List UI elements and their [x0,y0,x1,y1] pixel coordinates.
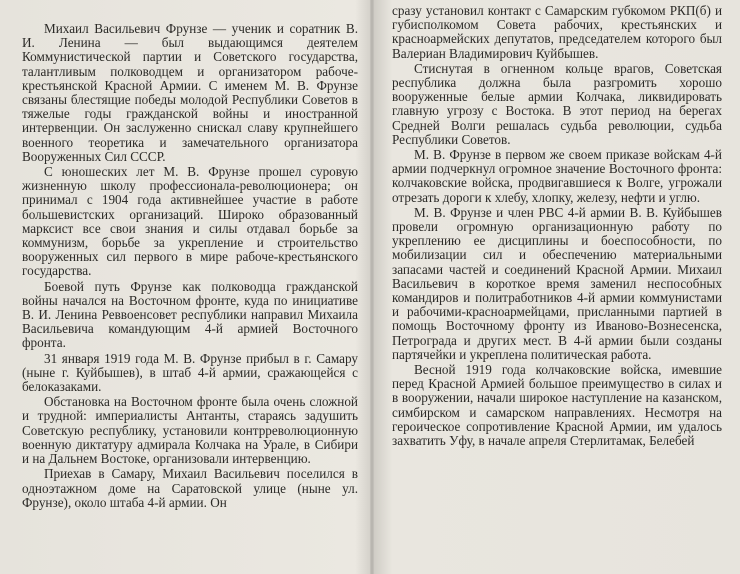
paragraph: Боевой путь Фрунзе как полководца гражданской войны начался на Восточном фронте, куда по инициативе В. И. Ленина Реввоенсовет республики направил Михаила Васильевича командующим 4-й армией Восточного фронта. [22,278,358,351]
right-page [372,0,740,574]
paragraph: М. В. Фрунзе в первом же своем приказе войскам 4-й армии подчеркнул огромное значение Восточного фронта: колчаковские войска, продвигавшиеся к Волге, угрожали отрезать дороги к хлебу, хлопку, железу, нефти и углю. [392,147,722,205]
paragraph: Михаил Васильевич Фрунзе — ученик и соратник В. И. Ленина — был выдающимся деятелем Коммунистической партии и Советского государства, талантливым полководцем и организатором рабоче-крестьянской Красной Армии. С именем М. В. Фрунзе связаны блестящие победы молодой Республики Советов в тяжелые годы гражданской войны и иностранной интервенции. Он заслуженно снискал славу крупнейшего военного теоретика и замечательного организатора Вооруженных Сил СССР. [22,21,358,164]
paragraph: Приехав в Самару, Михаил Васильевич поселился в одноэтажном доме на Саратовской улице (ныне ул. Фрунзе), около штаба 4-й армии. Он [22,466,358,510]
left-page-text [22,22,358,510]
paragraph: М. В. Фрунзе и член РВС 4-й армии В. В. Куйбышев провели огромную организационную работу по укреплению ее дисциплины и боеспособности, по мобилизации сил и обеспечению материальными запасами частей и соединений Красной Армии. Михаил Васильевич в короткое время заменил неспособных командиров и политработников 4-й армии коммунистами и рабочими-красноармейцами, присланными партией в помощь Восточному фронту из Иваново-Вознесенска, Петрограда и других мест. В 4-й армии были созданы партячейки и укреплена политическая работа. [392,204,722,362]
paragraph-continuation: сразу установил контакт с Самарским губкомом РКП(б) и губисполкомом Совета рабочих, крестьянских и красноармейских депутатов, председателем которого был Валериан Владимирович Куйбышев. [392,3,722,61]
paragraph: Обстановка на Восточном фронте была очень сложной и трудной: империалисты Антанты, стараясь задушить Советскую республику, установили контрреволюционную военную диктатуру адмирала Колчака на Урале, в Сибири и на Дальнем Востоке, организовали интервенцию. [22,394,358,467]
paragraph: Весной 1919 года колчаковские войска, имевшие перед Красной Армией большое преимущество в силах и в вооружении, начали широкое наступление на казанском, симбирском и самарском направлениях. Несмотря на героическое сопротивление Красной Армии, им удалось захватить Уфу, в начале апреля Стерлитамак, Белебей [392,362,722,449]
paragraph: С юношеских лет М. В. Фрунзе прошел суровую жизненную школу профессионала-революционера; он принимал с 1904 года активнейшее участие в работе большевистских организаций. Широко образованный марксист все свои знания и силы отдавал борьбе за коммунизм, борьбе за укрепление и строительство вооруженных сил первого в мире рабоче-крестьянского государства. [22,164,358,279]
paragraph: 31 января 1919 года М. В. Фрунзе прибыл в г. Самару (ныне г. Куйбышев), в штаб 4-й армии, сражающейся с белоказаками. [22,350,358,395]
paragraph: Стиснутая в огненном кольце врагов, Советская республика должна была разгромить хорошо вооруженные белые армии Колчака, ликвидировать главную угрозу с Востока. В этот период на берегах Средней Волги решалась судьба революции, судьба Республики Советов. [392,60,722,147]
right-page-text [392,4,722,448]
